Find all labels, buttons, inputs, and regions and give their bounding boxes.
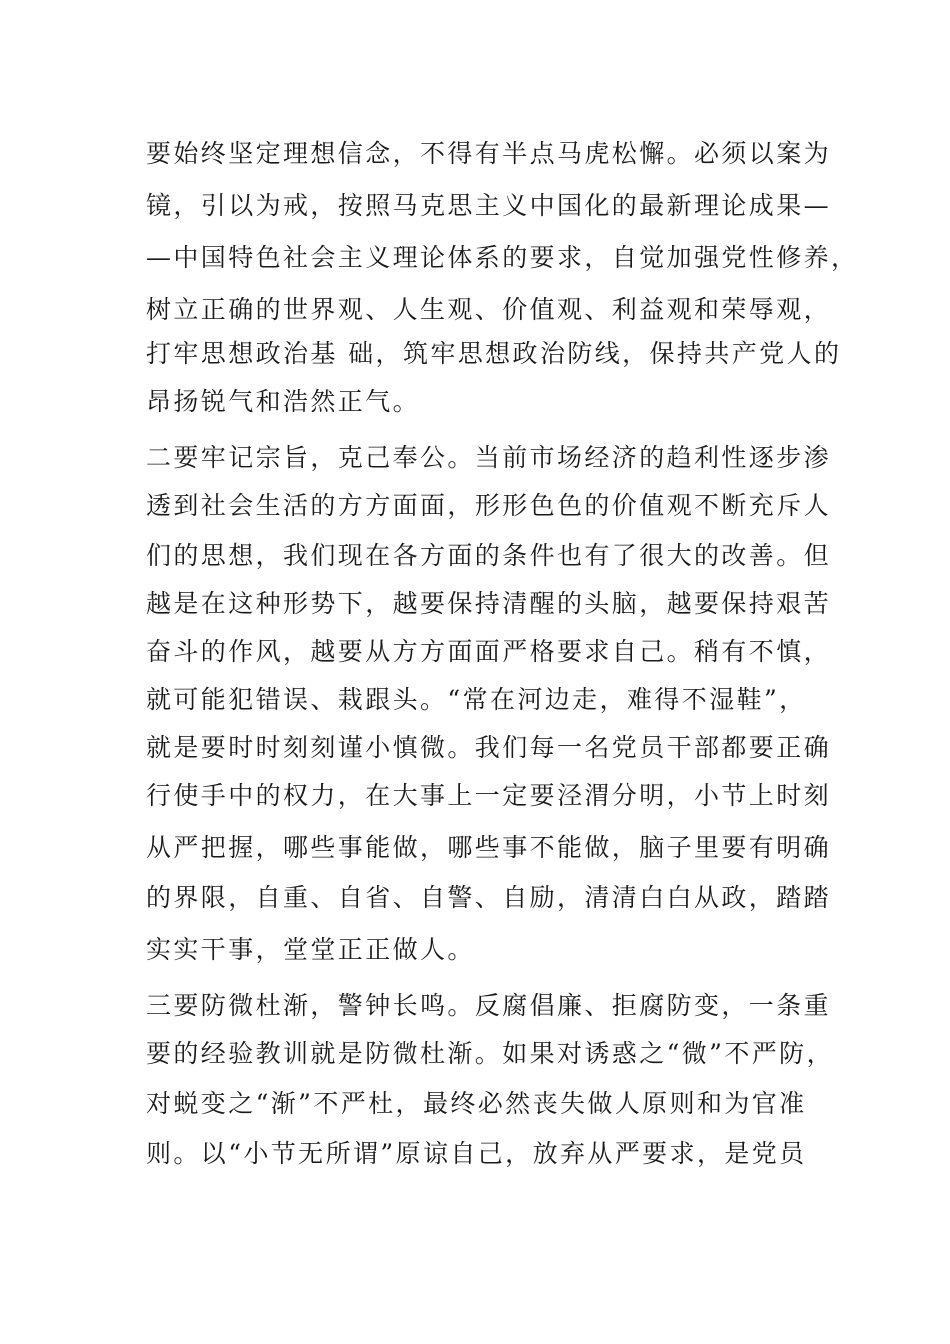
paragraph-3-line-2: 要的经验教训就是防微杜渐。如果对诱惑之“微”不严防， xyxy=(146,1039,834,1068)
paragraph-2-line-1: 二要牢记宗旨，克己奉公。当前市场经济的趋利性逐步渗 xyxy=(146,443,832,472)
paragraph-2-line-2: 透到社会生活的方方面面，形形色色的价值观不断充斥人 xyxy=(146,491,832,520)
paragraph-2-line-6: 就可能犯错误、栽跟头。“常在河边走，难得不湿鞋”， xyxy=(146,685,807,714)
paragraph-3-line-1: 三要防微杜渐，警钟长鸣。反腐倡廉、拒腐防变，一条重 xyxy=(146,991,832,1020)
paragraph-2-line-3: 们的思想，我们现在各方面的条件也有了很大的改善。但 xyxy=(146,541,832,570)
paragraph-2-line-10: 的界限，自重、自省、自警、自励，清清白白从政，踏踏 xyxy=(146,883,832,912)
paragraph-1-line-6: 昂扬锐气和浩然正气。 xyxy=(146,387,421,416)
paragraph-1-line-2: 镜，引以为戒，按照马克思主义中国化的最新理论成果— xyxy=(146,191,832,220)
paragraph-2-line-7: 就是要时时刻刻谨小慎微。我们每一名党员干部都要正确 xyxy=(146,733,832,762)
paragraph-3-line-4: 则。以“小节无所谓”原谅自己，放弃从严要求，是党员 xyxy=(146,1139,807,1168)
paragraph-2-line-5: 奋斗的作风，越要从方方面面严格要求自己。稍有不慎， xyxy=(146,637,832,666)
paragraph-2-line-8: 行使手中的权力，在大事上一定要泾渭分明，小节上时刻 xyxy=(146,781,832,810)
paragraph-1-line-3: —中国特色社会主义理论体系的要求，自觉加强党性修养， xyxy=(146,243,859,272)
paragraph-2-line-11: 实实干事，堂堂正正做人。 xyxy=(146,935,475,964)
paragraph-1-line-1: 要始终坚定理想信念，不得有半点马虎松懈。必须以案为 xyxy=(146,139,832,168)
paragraph-2-line-4: 越是在这种形势下，越要保持清醒的头脑，越要保持艰苦 xyxy=(146,589,832,618)
paragraph-1-line-4: 树立正确的世界观、人生观、价值观、利益观和荣辱观， xyxy=(146,295,832,324)
paragraph-1-line-5: 打牢思想政治基 础，筑牢思想政治防线，保持共产党人的 xyxy=(146,339,842,368)
paragraph-2-line-9: 从严把握，哪些事能做，哪些事不能做，脑子里要有明确 xyxy=(146,833,832,862)
paragraph-3-line-3: 对蜕变之“渐”不严杜，最终必然丧失做人原则和为官准 xyxy=(146,1089,807,1118)
